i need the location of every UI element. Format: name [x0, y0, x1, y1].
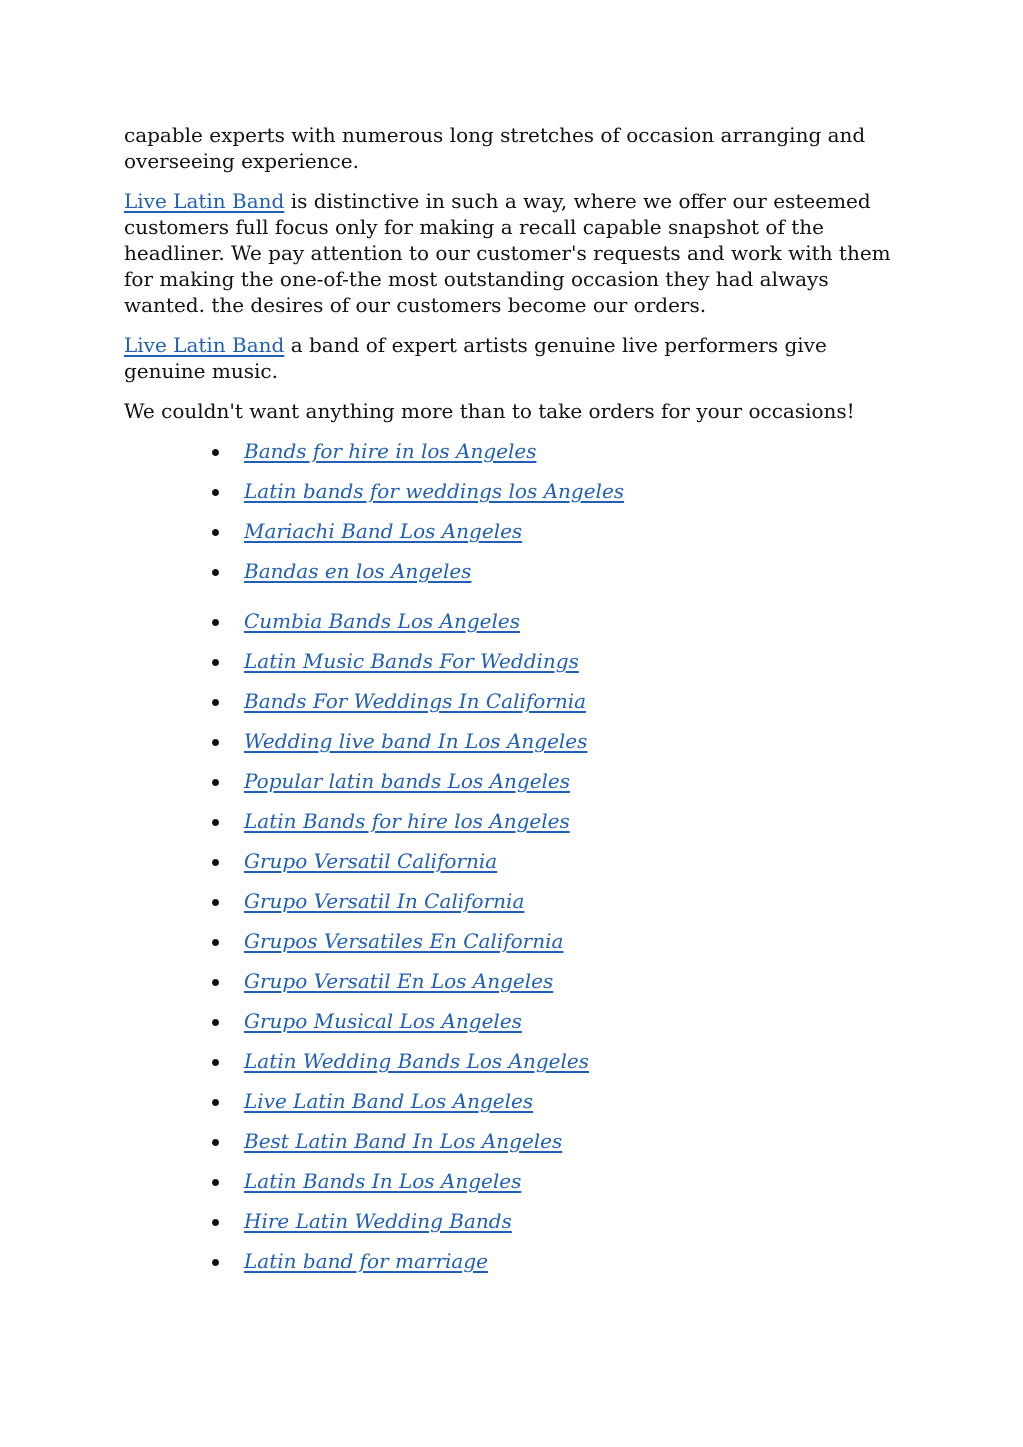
- list-item: [124, 478, 904, 518]
- link-latin-bands-in-la[interactable]: Latin Bands In Los Angeles: [244, 1169, 522, 1193]
- list-item: [124, 848, 904, 888]
- document-page: [124, 122, 904, 1288]
- list-item: [124, 1128, 904, 1168]
- live-latin-band-link-2[interactable]: Live Latin Band: [124, 333, 285, 357]
- paragraph-intro: capable experts with numerous long stretches of occasion arranging and overseeing experience.: [124, 123, 866, 173]
- list-item: [124, 438, 904, 478]
- link-bandas-en-los-angeles[interactable]: Bandas en los Angeles: [244, 559, 472, 583]
- list-item: [124, 648, 904, 688]
- list-item: [124, 688, 904, 728]
- link-best-latin-band[interactable]: Best Latin Band In Los Angeles: [244, 1129, 563, 1153]
- list-item: [124, 1008, 904, 1048]
- link-popular-latin-bands[interactable]: Popular latin bands Los Angeles: [244, 769, 571, 793]
- bullet-icon: [212, 899, 219, 906]
- paragraph-orders: We couldn't want anything more than to take orders for your occasions!: [124, 399, 855, 423]
- link-live-latin-band-la[interactable]: Live Latin Band Los Angeles: [244, 1089, 534, 1113]
- link-latin-band-marriage[interactable]: Latin band for marriage: [244, 1249, 488, 1273]
- bullet-icon: [212, 819, 219, 826]
- paragraph-band: [124, 332, 904, 384]
- list-item: [124, 968, 904, 1008]
- list-item: [124, 1208, 904, 1248]
- link-grupo-versatil-in-california[interactable]: Grupo Versatil In California: [244, 889, 525, 913]
- link-latin-music-bands-weddings[interactable]: Latin Music Bands For Weddings: [244, 649, 579, 673]
- list-item: [124, 728, 904, 768]
- paragraph-distinctive-text: is distinctive in such a way, where we offer our esteemed customers full focus only for making a recall capable snapshot of the headliner. We pay attention to our customer's requests and work with them for making the one-of-the most outstanding occasion they had always wanted. the desires of our customers become our orders.: [124, 189, 891, 317]
- list-item: [124, 808, 904, 848]
- link-list: [124, 438, 904, 1288]
- list-item: [124, 928, 904, 968]
- list-item: [124, 1168, 904, 1208]
- bullet-icon: [212, 449, 219, 456]
- link-wedding-live-band[interactable]: Wedding live band In Los Angeles: [244, 729, 588, 753]
- bullet-icon: [212, 529, 219, 536]
- paragraph-distinctive: [124, 188, 904, 318]
- link-cumbia-bands[interactable]: Cumbia Bands Los Angeles: [244, 609, 520, 633]
- list-item: [124, 1088, 904, 1128]
- link-hire-latin-wedding-bands[interactable]: Hire Latin Wedding Bands: [244, 1209, 512, 1233]
- list-item: [124, 1248, 904, 1288]
- link-mariachi-band[interactable]: Mariachi Band Los Angeles: [244, 519, 523, 543]
- bullet-icon: [212, 619, 219, 626]
- bullet-icon: [212, 1059, 219, 1066]
- link-bands-for-hire[interactable]: Bands for hire in los Angeles: [244, 439, 537, 463]
- link-bands-weddings-california[interactable]: Bands For Weddings In California: [244, 689, 587, 713]
- live-latin-band-link[interactable]: Live Latin Band: [124, 189, 285, 213]
- list-item: [124, 608, 904, 648]
- list-item: [124, 558, 904, 598]
- bullet-icon: [212, 859, 219, 866]
- link-grupos-versatiles[interactable]: Grupos Versatiles En California: [244, 929, 564, 953]
- link-grupo-musical[interactable]: Grupo Musical Los Angeles: [244, 1009, 522, 1033]
- list-item: [124, 888, 904, 928]
- bullet-icon: [212, 659, 219, 666]
- bullet-icon: [212, 569, 219, 576]
- list-item: [124, 768, 904, 808]
- link-latin-bands-for-hire[interactable]: Latin Bands for hire los Angeles: [244, 809, 570, 833]
- list-item: [124, 518, 904, 558]
- paragraph-band-text: a band of expert artists genuine live performers give genuine music.: [124, 333, 827, 383]
- bullet-icon: [212, 1099, 219, 1106]
- bullet-icon: [212, 1259, 219, 1266]
- list-item: [124, 1048, 904, 1088]
- link-latin-bands-weddings[interactable]: Latin bands for weddings los Angeles: [244, 479, 625, 503]
- link-latin-wedding-bands[interactable]: Latin Wedding Bands Los Angeles: [244, 1049, 590, 1073]
- bullet-icon: [212, 489, 219, 496]
- bullet-icon: [212, 1019, 219, 1026]
- bullet-icon: [212, 699, 219, 706]
- bullet-icon: [212, 1179, 219, 1186]
- bullet-icon: [212, 939, 219, 946]
- bullet-icon: [212, 779, 219, 786]
- link-grupo-versatil-los-angeles[interactable]: Grupo Versatil En Los Angeles: [244, 969, 554, 993]
- bullet-icon: [212, 979, 219, 986]
- link-grupo-versatil-california[interactable]: Grupo Versatil California: [244, 849, 498, 873]
- bullet-icon: [212, 1139, 219, 1146]
- bullet-icon: [212, 1219, 219, 1226]
- bullet-icon: [212, 739, 219, 746]
